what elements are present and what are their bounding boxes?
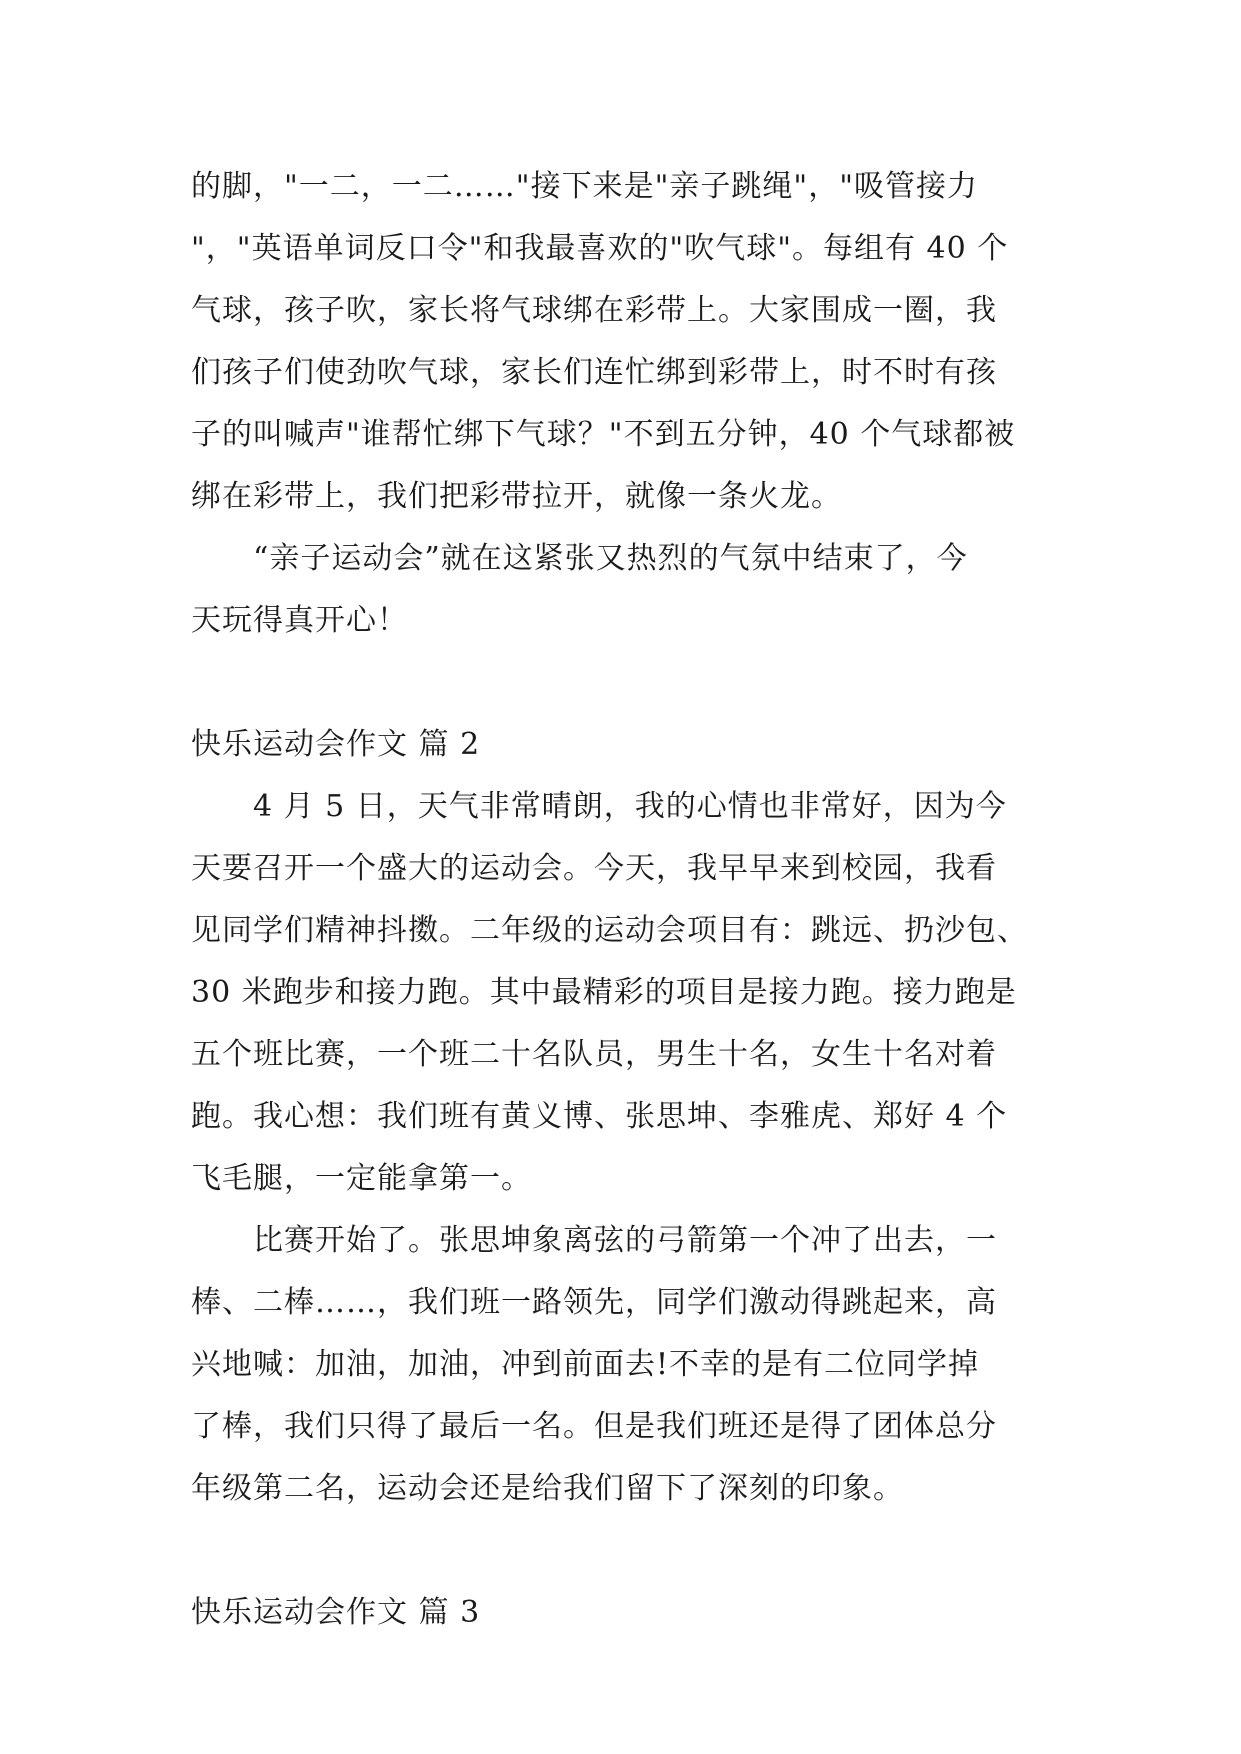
text-line: 气球，孩子吹，家长将气球绑在彩带上。大家围成一圈，我 <box>191 293 997 328</box>
section-heading: 快乐运动会作文 篇 3 <box>191 1595 481 1630</box>
section-spacer <box>191 652 1051 714</box>
text-line: 的脚，"一二，一二……"接下来是"亲子跳绳"，"吸管接力 <box>191 169 978 204</box>
text-line: 见同学们精神抖擞。二年级的运动会项目有：跳远、扔沙包、 <box>191 913 1028 948</box>
text-line: 年级第二名，运动会还是给我们留下了深刻的印象。 <box>191 1471 904 1506</box>
paragraph <box>191 776 1051 1210</box>
text-line: 天玩得真开心！ <box>191 603 408 638</box>
paragraph <box>191 156 1051 528</box>
text-line: 了棒，我们只得了最后一名。但是我们班还是得了团体总分 <box>191 1409 997 1444</box>
text-line: 兴地喊：加油，加油，冲到前面去!不幸的是有二位同学掉 <box>191 1347 980 1382</box>
text-line: 比赛开始了。张思坤象离弦的弓箭第一个冲了出去，一 <box>253 1223 997 1258</box>
text-line: 跑。我心想：我们班有黄义博、张思坤、李雅虎、郑好 4 个 <box>191 1099 1008 1134</box>
text-line: 们孩子们使劲吹气球，家长们连忙绑到彩带上，时不时有孩 <box>191 355 997 390</box>
section-spacer <box>191 1520 1051 1582</box>
text-line: “亲子运动会”就在这紧张又热烈的气氛中结束了，今 <box>253 541 968 576</box>
document-page <box>191 156 1051 1644</box>
text-line: 五个班比赛，一个班二十名队员，男生十名，女生十名对着 <box>191 1037 997 1072</box>
text-line: 天要召开一个盛大的运动会。今天，我早早来到校园，我看 <box>191 851 997 886</box>
text-line: 30 米跑步和接力跑。其中最精彩的项目是接力跑。接力跑是 <box>191 975 1017 1010</box>
text-line: 飞毛腿，一定能拿第一。 <box>191 1161 532 1196</box>
text-line: 绑在彩带上，我们把彩带拉开，就像一条火龙。 <box>191 479 842 514</box>
text-line: 子的叫喊声"谁帮忙绑下气球？"不到五分钟，40 个气球都被 <box>191 417 1016 452</box>
paragraph <box>191 1210 1051 1520</box>
text-line: 4 月 5 日，天气非常晴朗，我的心情也非常好，因为今 <box>253 789 1007 824</box>
text-line: 棒、二棒……，我们班一路领先，同学们激动得跳起来，高 <box>191 1285 997 1320</box>
text-line: "，"英语单词反口令"和我最喜欢的"吹气球"。每组有 40 个 <box>191 231 1009 266</box>
section-heading: 快乐运动会作文 篇 2 <box>191 727 481 762</box>
paragraph <box>191 528 1051 652</box>
